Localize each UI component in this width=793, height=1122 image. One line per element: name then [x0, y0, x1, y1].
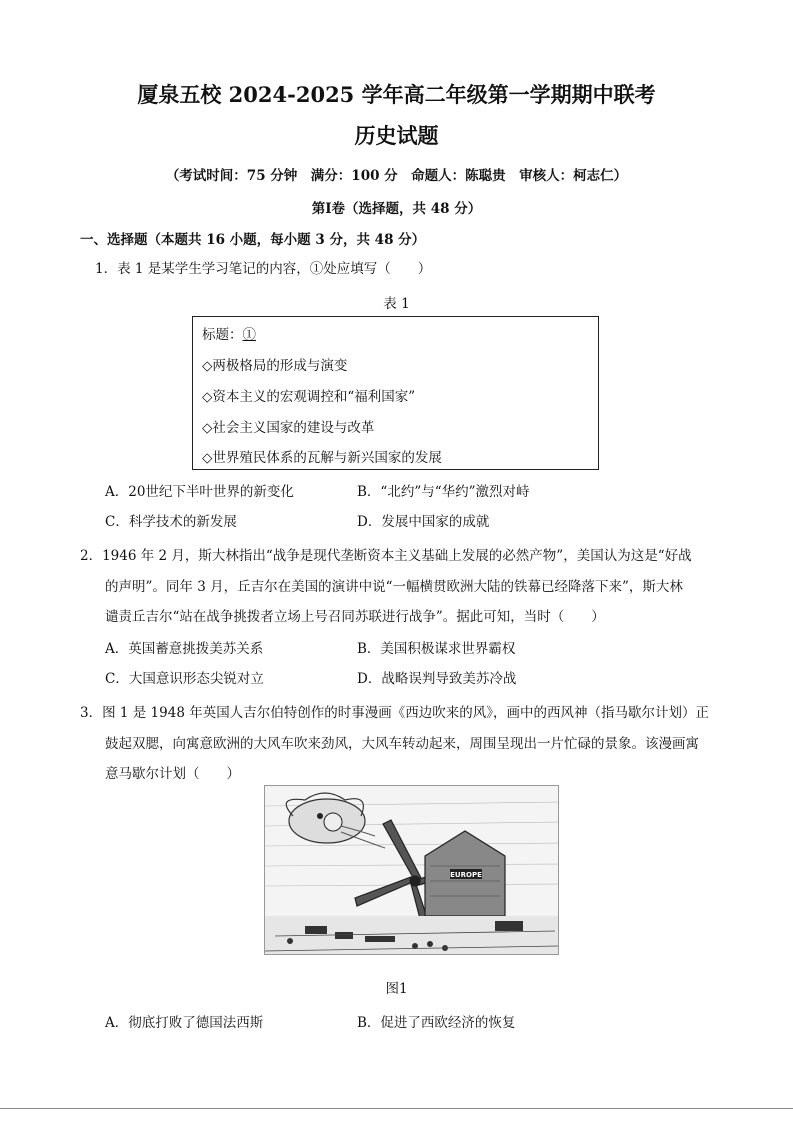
q3-option-b: B．促进了西欧经济的恢复	[357, 1015, 516, 1031]
section-heading: 一、选择题（本题共 16 小题，每小题 3 分，共 48 分）	[80, 232, 426, 248]
note-item: ◇世界殖民体系的瓦解与新兴国家的发展	[202, 450, 442, 466]
subject-title: 历史试题	[354, 123, 439, 148]
exam-title: 厦泉五校 2024-2025 学年高二年级第一学期期中联考	[137, 82, 656, 107]
exam-info: （考试时间：75 分钟 满分：100 分 命题人：陈聪贵 审核人：柯志仁）	[165, 168, 628, 184]
note-title	[202, 323, 256, 343]
q2-option-b: B．美国积极谋求世界霸权	[357, 641, 516, 657]
question-2-line: 2．1946 年 2 月，斯大林指出“战争是现代垄断资本主义基础上发展的必然产物”，美国认为这是“好战	[80, 548, 692, 564]
question-2-line: 的声明”。同年 3 月，丘吉尔在美国的演讲中说“一幅横贯欧洲大陆的铁幕已经降落下来”，斯大林	[105, 579, 683, 595]
question-3-line: 意马歇尔计划（ ）	[105, 766, 240, 782]
volume-heading: 第Ⅰ卷（选择题，共 48 分）	[311, 201, 482, 217]
page-bottom-rule	[0, 1108, 793, 1109]
q1-option-c: C．科学技术的新发展	[105, 514, 237, 530]
note-box	[192, 316, 599, 470]
question-3-line: 3．图 1 是 1948 年英国人吉尔伯特创作的时事漫画《西边吹来的风》，画中的西风神（指马歇尔计划）正	[80, 705, 709, 721]
q1-option-b: B．“北约”与“华约”激烈对峙	[357, 484, 530, 500]
note-title-blank: ①	[242, 327, 256, 343]
q2-option-d: D．战略误判导致美苏冷战	[357, 671, 517, 687]
question-2-line: 谴责丘吉尔“站在战争挑拨者立场上号召同苏联进行战争”。据此可知，当时（ ）	[105, 609, 605, 625]
q2-option-a: A．英国蓄意挑拨美苏关系	[105, 641, 264, 657]
table-caption: 表 1	[383, 296, 410, 312]
q3-option-a: A．彻底打败了德国法西斯	[105, 1015, 264, 1031]
figure-caption: 图1	[385, 981, 408, 997]
europe-label: EUROPE	[450, 871, 482, 879]
note-item: ◇资本主义的宏观调控和“福利国家”	[202, 389, 416, 405]
wind-god-figure	[286, 793, 385, 848]
q1-option-d: D．发展中国家的成就	[357, 514, 490, 530]
note-item: ◇社会主义国家的建设与改革	[202, 420, 375, 436]
cartoon-figure	[264, 785, 559, 955]
note-item: ◇两极格局的形成与演变	[202, 358, 348, 374]
q1-option-a: A．20世纪下半叶世界的新变化	[105, 484, 294, 500]
question-3-line: 鼓起双腮，向寓意欧洲的大风车吹来劲风，大风车转动起来，周围呈现出一片忙碌的景象。该漫画寓	[105, 736, 699, 752]
question-1-stem: 1．表 1 是某学生学习笔记的内容，①处应填写（ ）	[95, 261, 432, 277]
windmill-cartoon-image	[265, 786, 559, 955]
note-title-prefix: 标题：	[202, 327, 243, 343]
q2-option-c: C．大国意识形态尖锐对立	[105, 671, 264, 687]
